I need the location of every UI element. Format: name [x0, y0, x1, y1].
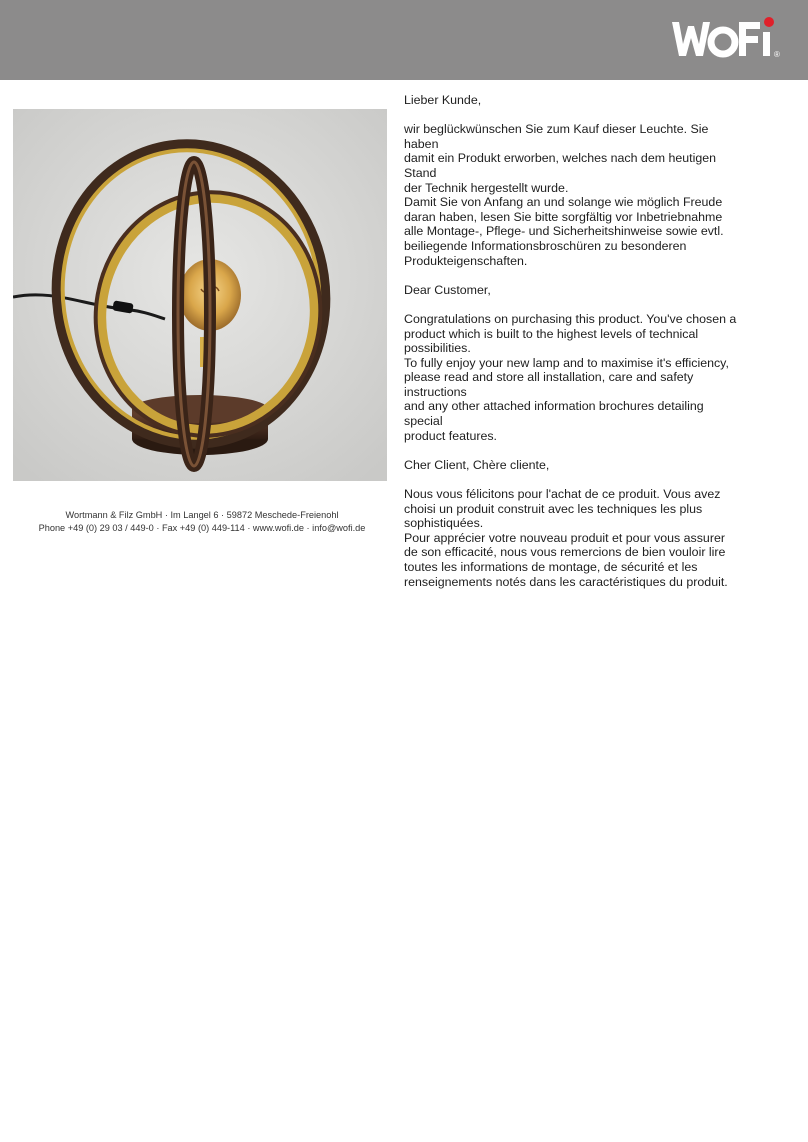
- text-line: wir beglückwünschen Sie zum Kauf dieser Leuchte. Sie haben: [404, 122, 709, 151]
- text-line: damit ein Produkt erworben, welches nach dem heutigen Stand: [404, 151, 717, 180]
- text-line: choisi un produit construit avec les techniques les plus: [404, 501, 703, 516]
- address-line: Wortmann & Filz GmbH · Im Langel 6 · 59872 Meschede-Freienohl: [65, 510, 339, 520]
- text-line: beiliegende Informationsbroschüren zu besonderen: [404, 238, 687, 253]
- svg-text:®: ®: [774, 50, 780, 59]
- text-line: Nous vous félicitons pour l'achat de ce produit. Vous avez: [404, 487, 721, 502]
- text-line: product which is built to the highest levels of technical: [404, 326, 699, 341]
- text-line: Produkteigenschaften.: [404, 253, 528, 268]
- contact-line: Phone +49 (0) 29 03 / 449-0 · Fax +49 (0) 449-114 · www.wofi.de · info@wofi.de: [38, 523, 366, 533]
- text-line: Congratulations on purchasing this product. You've chosen a: [404, 311, 737, 326]
- wofi-logo: [668, 10, 788, 68]
- company-address: [13, 509, 391, 535]
- customer-letter: [404, 93, 744, 589]
- product-photo: [13, 109, 387, 481]
- text-line: and any other attached information brochures detailing special: [404, 399, 704, 429]
- text-line: renseignements notés dans les caractéristiques du produit.: [404, 574, 728, 589]
- text-line: possibilities.: [404, 341, 471, 356]
- text-line: Pour apprécier votre nouveau produit et pour vous assurer: [404, 530, 725, 545]
- text-line: please read and store all installation, care and safety instructions: [404, 370, 694, 399]
- text-line: toutes les informations de montage, de sécurité et les: [404, 560, 698, 574]
- text-line: der Technik hergestellt wurde.: [404, 180, 569, 195]
- logo-dot: [764, 17, 774, 27]
- header-bar: [0, 0, 808, 80]
- text-line: To fully enjoy your new lamp and to maximise it's efficiency,: [404, 355, 729, 370]
- text-line: Damit Sie von Anfang an und solange wie möglich Freude: [404, 195, 723, 210]
- text-line: sophistiquées.: [404, 516, 484, 531]
- text-line: daran haben, lesen Sie bitte sorgfältig vor Inbetriebnahme: [404, 209, 723, 224]
- greeting-german: Lieber Kunde,: [404, 93, 482, 107]
- greeting-french: Cher Client, Chère cliente,: [404, 457, 550, 472]
- text-line: alle Montage-, Pflege- und Sicherheitshinweise sowie evtl.: [404, 224, 724, 239]
- greeting-english: Dear Customer,: [404, 282, 491, 297]
- text-line: de son efficacité, nous vous remercions de bien vouloir lire: [404, 545, 726, 560]
- text-line: product features.: [404, 428, 497, 443]
